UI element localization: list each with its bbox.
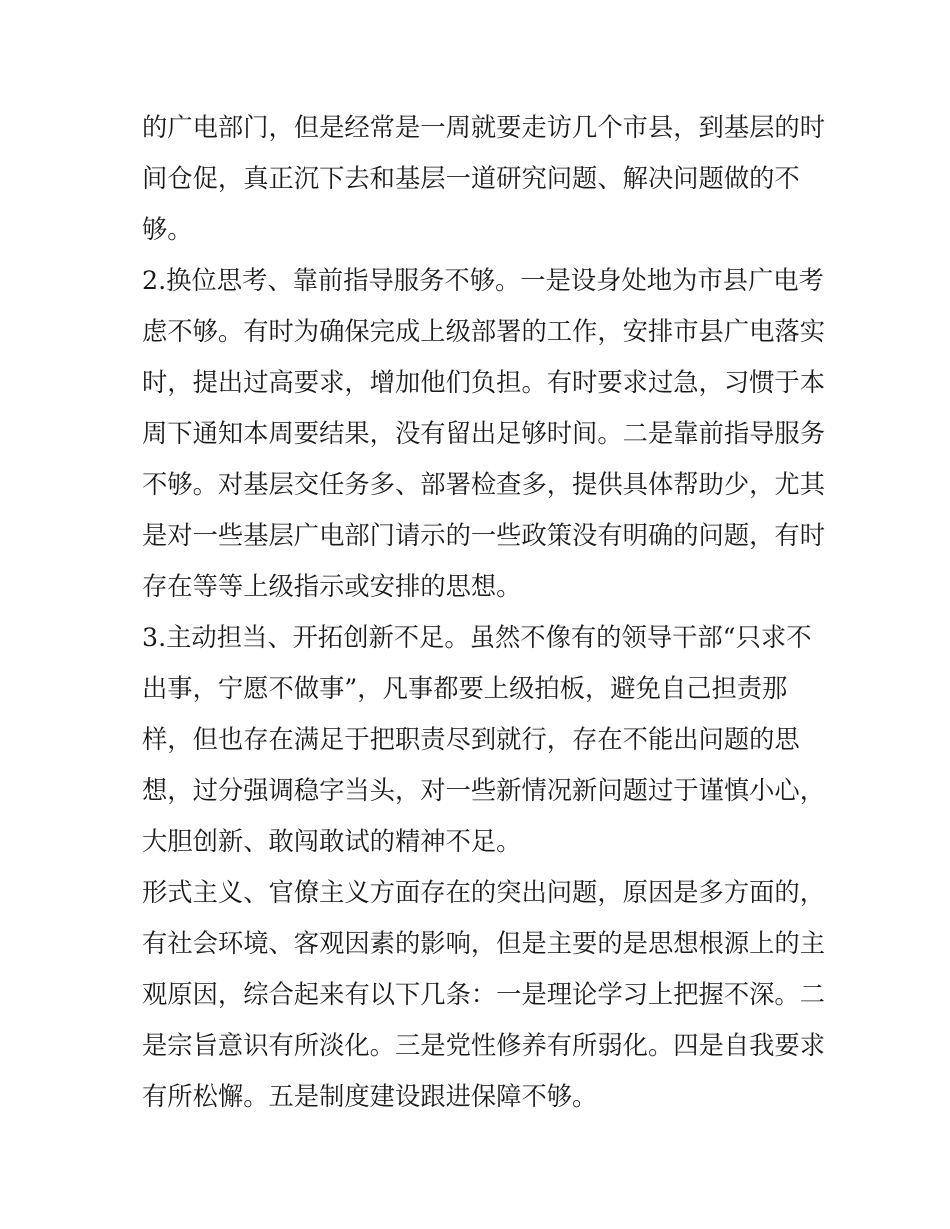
text-line: 够。 [142,215,193,244]
text-line: 出事，宁愿不做事”，凡事都要上级拍板，避免自己担责那 [142,674,788,703]
text-line: 有所松懈。五是制度建设跟进保障不够。 [142,1082,598,1111]
text-line: 想，过分强调稳字当头，对一些新情况新问题过于谨慎小心， [142,776,826,805]
text-line: 周下通知本周要结果，没有留出足够时间。二是靠前指导服务 [142,419,826,448]
text-line: 是宗旨意识有所淡化。三是党性修养有所弱化。四是自我要求 [142,1031,826,1060]
text-line: 间仓促，真正沉下去和基层一道研究问题、解决问题做的不 [142,164,800,193]
text-line: 3.主动担当、开拓创新不足。虽然不像有的领导干部“只求不 [142,623,812,652]
text-line: 样，但也存在满足于把职责尽到就行，存在不能出问题的思 [142,725,800,754]
text-line: 存在等等上级指示或安排的思想。 [142,572,522,601]
text-line: 2.换位思考、靠前指导服务不够。一是设身处地为市县广电考 [142,266,824,295]
text-line: 时，提出过高要求，增加他们负担。有时要求过急，习惯于本 [142,368,826,397]
text-line: 大胆创新、敢闯敢试的精神不足。 [142,827,522,856]
text-line: 不够。对基层交任务多、部署检查多，提供具体帮助少，尤其 [142,470,826,499]
text-line: 观原因，综合起来有以下几条：一是理论学习上把握不深。二 [142,980,826,1009]
text-line: 是对一些基层广电部门请示的一些政策没有明确的问题，有时 [142,521,826,550]
text-line: 虑不够。有时为确保完成上级部署的工作，安排市县广电落实 [142,317,826,346]
text-line: 形式主义、官僚主义方面存在的突出问题，原因是多方面的， [142,878,826,907]
text-line: 有社会环境、客观因素的影响，但是主要的是思想根源上的主 [142,929,826,958]
text-line: 的广电部门，但是经常是一周就要走访几个市县，到基层的时 [142,113,826,142]
